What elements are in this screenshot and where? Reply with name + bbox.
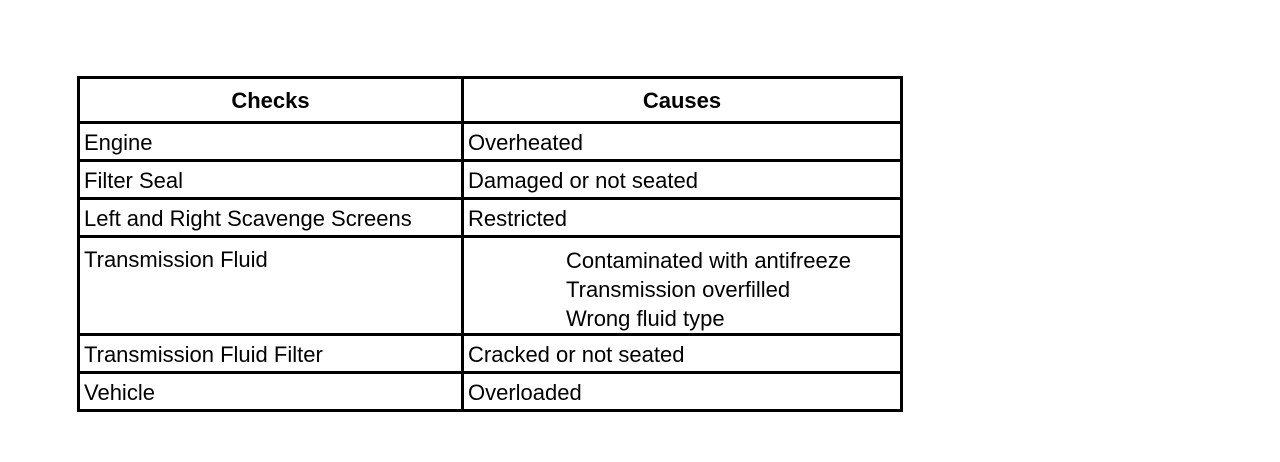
table-row: [79, 161, 902, 199]
header-checks: Checks: [79, 78, 463, 123]
cause-cell: Overheated: [463, 123, 902, 161]
cause-item: Wrong fluid type: [566, 306, 725, 331]
table-row: [79, 237, 902, 335]
cause-cell: [463, 237, 902, 335]
cause-cell: Restricted: [463, 199, 902, 237]
header-causes: Causes: [463, 78, 902, 123]
check-cell: Vehicle: [79, 373, 463, 411]
cause-item: Transmission overfilled: [566, 277, 791, 302]
check-cell: Transmission Fluid: [79, 237, 463, 335]
table-row: [79, 335, 902, 373]
table-row: [79, 199, 902, 237]
table-row: [79, 123, 902, 161]
cause-cell: Overloaded: [463, 373, 902, 411]
check-cell: Engine: [79, 123, 463, 161]
table-row: [79, 373, 902, 411]
check-cell: Filter Seal: [79, 161, 463, 199]
cause-item: Contaminated with antifreeze: [566, 248, 851, 273]
check-cell: Left and Right Scavenge Screens: [79, 199, 463, 237]
cause-cell: Cracked or not seated: [463, 335, 902, 373]
check-cell: Transmission Fluid Filter: [79, 335, 463, 373]
table-header-row: [79, 78, 902, 123]
cause-list: [468, 246, 896, 333]
cause-cell: Damaged or not seated: [463, 161, 902, 199]
checks-causes-table: [77, 76, 903, 412]
